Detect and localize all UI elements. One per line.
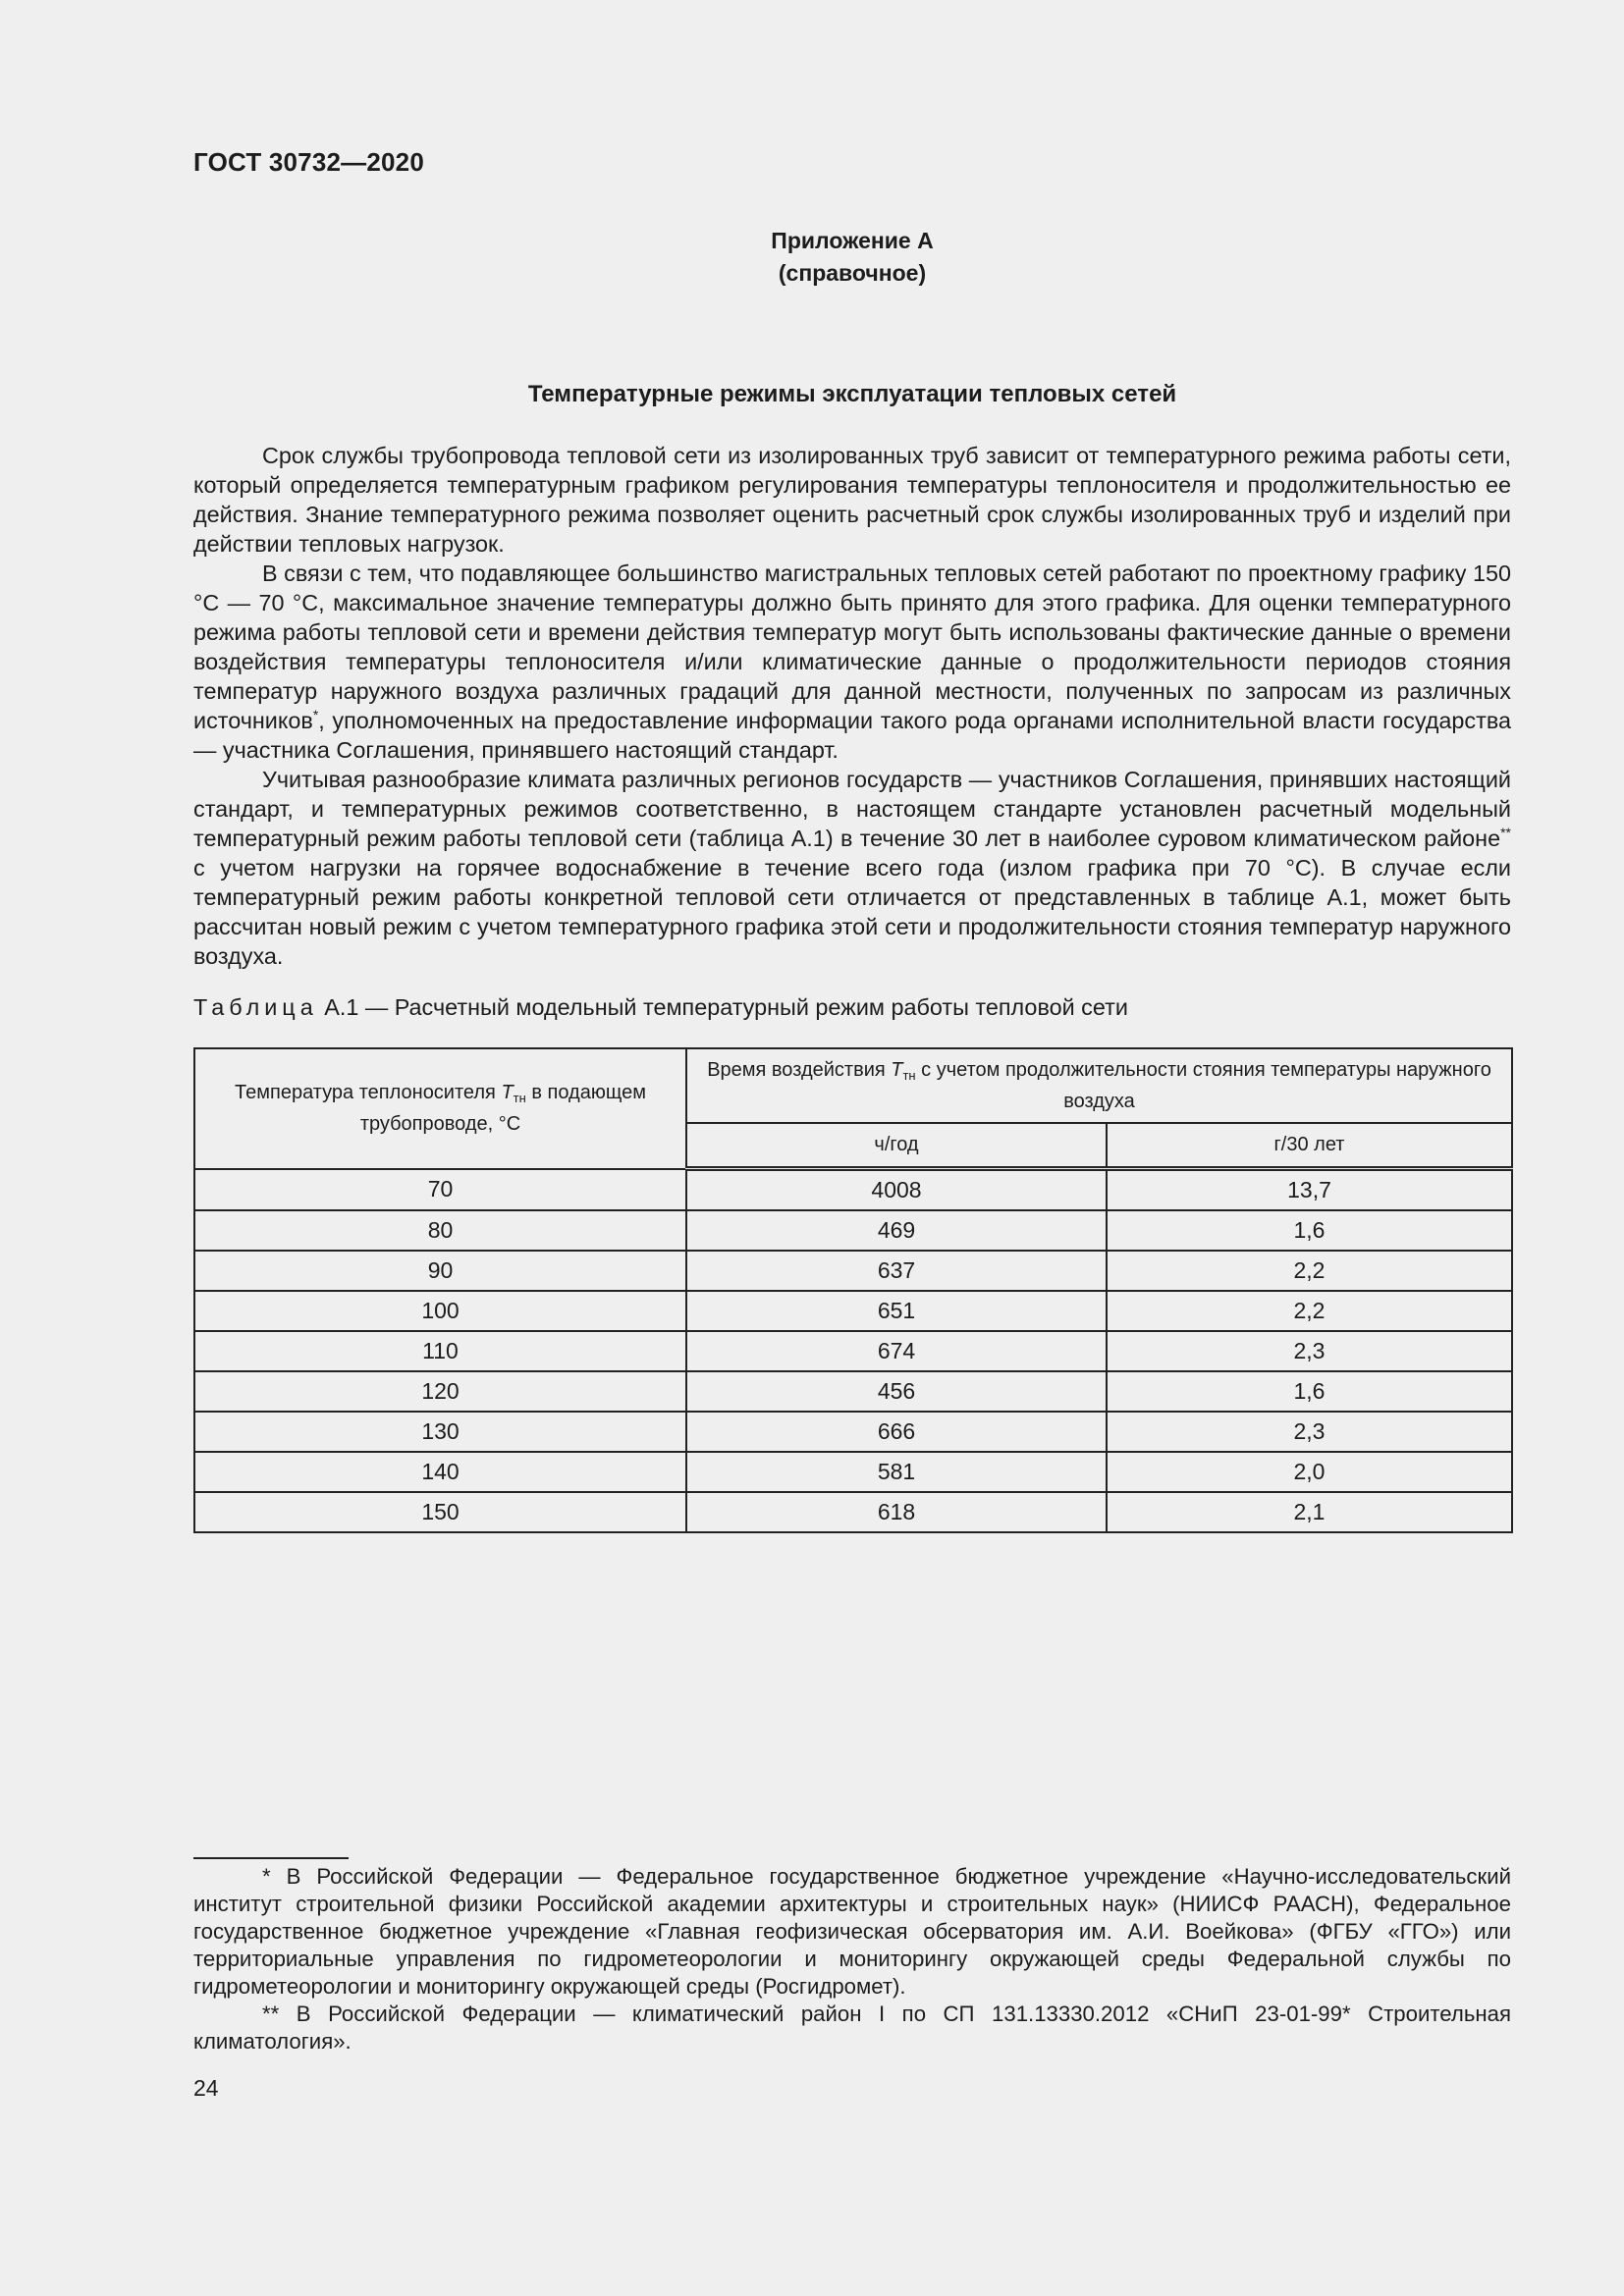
table-row [194,1492,1512,1532]
col-header-exposure-subscript: тн [902,1067,916,1083]
cell-years-per-30: 1,6 [1107,1371,1512,1412]
footnote-1: * В Российской Федерации — Федеральное государственное бюджетное учреждение «Научно-исследовательский институт строительной физики Российской академии архитектуры и строительных наук» (НИИСФ РААСН), Федеральное государственное бюджетное учреждение «Главная геофизическая обсерватория им. А.И. Воейкова» (ФГБУ «ГГО») или территориальные управления по гидрометеорологии и мониторингу окружающей среды Федеральной службы по гидрометеорологии и мониторингу окружающей среды (Росгидромет). [193,1864,1511,1999]
col-header-temperature [194,1048,686,1169]
footnotes [193,1863,1511,2056]
paragraph-2-part-b: , уполномоченных на предоставление информации такого рода органами исполнительной власти государства — участника Соглашения, принявшего настоящий стандарт. [193,708,1511,763]
cell-temperature: 80 [194,1210,686,1251]
paragraph-3-part-a: Учитывая разнообразие климата различных регионов государств — участников Соглашения, принявших настоящий стандарт, и температурных режимов соответственно, в настоящем стандарте установлен расчетный модельный температурный режим работы тепловой сети (таблица А.1) в течение 30 лет в наиболее суровом климатическом районе [193,767,1511,851]
col-header-exposure-text-b: с учетом продолжительности стояния температуры наружного воздуха [915,1058,1491,1112]
col-header-hours-per-year: ч/год [686,1123,1107,1169]
cell-years-per-30: 2,1 [1107,1492,1512,1532]
paragraph-3-part-b: с учетом нагрузки на горячее водоснабжение в течение всего года (излом графика при 70 °С). В случае если температурный режим работы конкретной тепловой сети отличается от представленных в таблице А.1, может быть рассчитан новый режим с учетом температурного графика этой сети и продолжительности стояния температур наружного воздуха. [193,855,1511,969]
table-row [194,1291,1512,1331]
footnote-ref-1: * [312,707,319,722]
table-caption-text: А.1 — Расчетный модельный температурный режим работы тепловой сети [317,994,1128,1020]
body-text [193,441,1511,971]
col-header-years-per-30: г/30 лет [1107,1123,1512,1169]
table-row [194,1452,1512,1492]
table-row [194,1210,1512,1251]
cell-years-per-30: 2,2 [1107,1291,1512,1331]
appendix-heading [193,225,1511,290]
cell-hours-per-year: 618 [686,1492,1107,1532]
paragraph-3 [193,765,1511,971]
footnote-divider [193,1857,349,1859]
table-caption [193,994,1128,1021]
section-title: Температурные режимы эксплуатации тепловых сетей [527,381,1177,407]
cell-hours-per-year: 637 [686,1251,1107,1291]
appendix-subtitle: (справочное) [778,260,927,286]
cell-hours-per-year: 666 [686,1412,1107,1452]
cell-hours-per-year: 456 [686,1371,1107,1412]
cell-temperature: 70 [194,1169,686,1211]
cell-years-per-30: 2,3 [1107,1412,1512,1452]
temperature-regime-table [193,1047,1513,1533]
cell-hours-per-year: 651 [686,1291,1107,1331]
footnote-2: ** В Российской Федерации — климатический район I по СП 131.13330.2012 «СНиП 23-01-99* Строительная климатология». [193,2002,1511,2054]
table-row [194,1169,1512,1211]
table-row [194,1371,1512,1412]
paragraph-2 [193,559,1511,765]
table-caption-label: Таблица [193,994,318,1020]
cell-temperature: 100 [194,1291,686,1331]
document-header: ГОСТ 30732—2020 [193,147,424,177]
paragraph-2-part-a: В связи с тем, что подавляющее большинство магистральных тепловых сетей работают по проектному графику 150 °С — 70 °С, максимальное значение температуры должно быть принято для этого графика. Для оценки температурного режима работы тепловой сети и времени действия температур могут быть использованы фактические данные о времени воздействия температуры теплоносителя и/или климатические данные о продолжительности периодов стояния температур наружного воздуха различных градаций для данной местности, полученных по запросам из различных источников [193,561,1511,733]
cell-years-per-30: 2,0 [1107,1452,1512,1492]
cell-hours-per-year: 4008 [686,1169,1107,1211]
cell-temperature: 90 [194,1251,686,1291]
cell-hours-per-year: 469 [686,1210,1107,1251]
col-header-exposure-time [686,1048,1512,1123]
col-header-temperature-subscript: тн [513,1090,526,1105]
page-number: 24 [193,2075,219,2101]
cell-temperature: 120 [194,1371,686,1412]
col-header-exposure-text-a: Время воздействия [707,1058,892,1081]
footnote-ref-2: ** [1500,825,1511,840]
col-header-temperature-text-b: в подающем трубопроводе, °С [359,1081,646,1135]
col-header-exposure-symbol: T [891,1058,903,1081]
table-row [194,1251,1512,1291]
cell-years-per-30: 13,7 [1107,1169,1512,1211]
col-header-temperature-text-a: Температура теплоносителя [235,1081,502,1103]
cell-temperature: 110 [194,1331,686,1371]
table-row [194,1331,1512,1371]
cell-years-per-30: 2,2 [1107,1251,1512,1291]
paragraph-1: Срок службы трубопровода тепловой сети из изолированных труб зависит от температурного режима работы сети, который определяется температурным графиком регулирования температуры теплоносителя и продолжительностью ее действия. Знание температурного режима позволяет оценить расчетный срок службы изолированных труб и изделий при действии тепловых нагрузок. [193,443,1511,557]
cell-temperature: 140 [194,1452,686,1492]
cell-hours-per-year: 674 [686,1331,1107,1371]
cell-temperature: 130 [194,1412,686,1452]
appendix-title: Приложение А [771,228,934,253]
cell-hours-per-year: 581 [686,1452,1107,1492]
cell-years-per-30: 1,6 [1107,1210,1512,1251]
table-row [194,1412,1512,1452]
cell-temperature: 150 [194,1492,686,1532]
col-header-temperature-symbol: T [501,1081,514,1103]
cell-years-per-30: 2,3 [1107,1331,1512,1371]
